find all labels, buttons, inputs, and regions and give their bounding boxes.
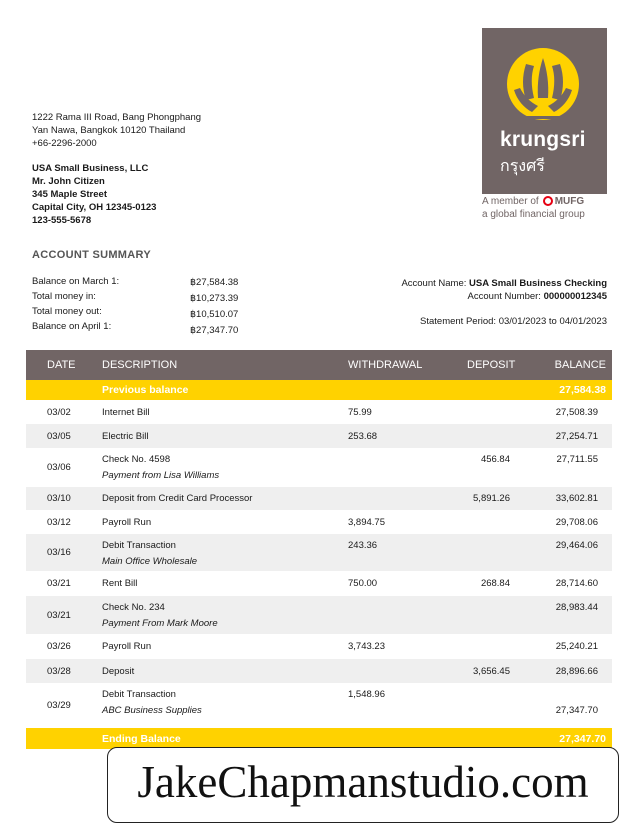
cell-description: Payroll Run bbox=[102, 517, 152, 528]
statement-period-value: 03/01/2023 to 04/01/2023 bbox=[498, 316, 607, 327]
watermark-box bbox=[107, 747, 619, 823]
summary-value: ฿27,584.38 bbox=[190, 277, 239, 288]
cell-description: Rent Bill bbox=[102, 578, 138, 589]
bank-address-line: 1222 Rama III Road, Bang Phongphang bbox=[32, 112, 202, 123]
brand-thai-name: กรุงศรี bbox=[500, 158, 545, 175]
cell-description: Check No. 4598 bbox=[102, 454, 171, 465]
cell-withdrawal: 3,743.23 bbox=[348, 641, 385, 652]
customer-city: Capital City, OH 12345-0123 bbox=[32, 202, 157, 213]
cell-balance: 28,896.66 bbox=[555, 666, 598, 677]
cell-date: 03/28 bbox=[47, 666, 71, 677]
cell-balance: 28,983.44 bbox=[555, 602, 598, 613]
cell-deposit: 3,656.45 bbox=[473, 666, 510, 677]
watermark-text: JakeChapmanstudio.com bbox=[137, 757, 589, 807]
previous-balance-row bbox=[26, 380, 612, 400]
account-number-label: Account Number: bbox=[467, 291, 541, 302]
cell-description: Debit Transaction bbox=[102, 540, 176, 551]
cell-date: 03/05 bbox=[47, 431, 71, 442]
header-description: DESCRIPTION bbox=[102, 359, 178, 371]
table-row bbox=[26, 424, 612, 448]
customer-name: Mr. John Citizen bbox=[32, 176, 105, 187]
table-row bbox=[26, 596, 612, 634]
statement-period-label: Statement Period: bbox=[420, 316, 497, 327]
customer-address bbox=[32, 162, 156, 227]
cell-date: 03/06 bbox=[47, 462, 71, 473]
cell-balance: 27,711.55 bbox=[556, 454, 598, 465]
account-number bbox=[468, 291, 607, 302]
table-row bbox=[26, 534, 612, 571]
summary-label: Total money in: bbox=[32, 291, 96, 302]
header-withdrawal: WITHDRAWAL bbox=[348, 359, 423, 371]
statement-period bbox=[420, 316, 607, 327]
customer-street: 345 Maple Street bbox=[32, 189, 107, 200]
cell-balance: 29,464.06 bbox=[555, 540, 598, 551]
mufg-logo-icon bbox=[543, 196, 553, 206]
cell-withdrawal: 75.99 bbox=[348, 407, 372, 418]
bank-phone: +66-2296-2000 bbox=[32, 138, 97, 149]
customer-company: USA Small Business, LLC bbox=[32, 163, 149, 174]
cell-description: Electric Bill bbox=[102, 431, 149, 442]
ending-balance-value: 27,347.70 bbox=[559, 733, 606, 745]
account-name bbox=[401, 278, 607, 289]
cell-description: Internet Bill bbox=[102, 407, 150, 418]
cell-description-detail: Payment from Lisa Williams bbox=[102, 470, 220, 481]
cell-balance: 27,347.70 bbox=[555, 705, 598, 716]
cell-deposit: 456.84 bbox=[480, 454, 510, 465]
summary-label: Balance on March 1: bbox=[32, 276, 120, 287]
table-body bbox=[26, 400, 612, 728]
cell-date: 03/12 bbox=[47, 517, 71, 528]
table-row bbox=[26, 683, 612, 728]
summary-label: Total money out: bbox=[32, 306, 102, 317]
cell-balance: 28,714.60 bbox=[555, 578, 598, 589]
cell-withdrawal: 1,548.96 bbox=[348, 689, 385, 700]
cell-deposit: 268.84 bbox=[480, 578, 510, 589]
cell-date: 03/16 bbox=[47, 547, 71, 558]
table-row bbox=[26, 487, 612, 510]
summary-value: ฿27,347.70 bbox=[190, 325, 239, 336]
cell-description: Deposit from Credit Card Processor bbox=[102, 493, 253, 504]
member-line bbox=[482, 196, 584, 207]
customer-phone: 123-555-5678 bbox=[32, 215, 92, 226]
cell-date: 03/21 bbox=[47, 610, 71, 621]
ending-balance-row bbox=[26, 728, 612, 749]
ending-balance-label: Ending Balance bbox=[102, 733, 181, 745]
bank-address bbox=[32, 111, 201, 150]
account-summary-title: ACCOUNT SUMMARY bbox=[32, 249, 151, 261]
bank-address-line: Yan Nawa, Bangkok 10120 Thailand bbox=[32, 125, 186, 136]
previous-balance-value: 27,584.38 bbox=[559, 384, 606, 396]
summary-value: ฿10,510.07 bbox=[190, 309, 239, 320]
cell-deposit: 5,891.26 bbox=[473, 493, 510, 504]
cell-description: Check No. 234 bbox=[102, 602, 165, 613]
cell-description: Deposit bbox=[102, 666, 135, 677]
cell-date: 03/29 bbox=[47, 700, 71, 711]
brand-name: krungsri bbox=[500, 128, 586, 151]
cell-withdrawal: 243.36 bbox=[348, 540, 378, 551]
cell-balance: 27,508.39 bbox=[555, 407, 598, 418]
cell-date: 03/10 bbox=[47, 493, 71, 504]
cell-date: 03/21 bbox=[47, 578, 71, 589]
tagline: a global financial group bbox=[482, 209, 585, 220]
cell-withdrawal: 3,894.75 bbox=[348, 517, 385, 528]
mufg-brand: MUFG bbox=[554, 196, 585, 207]
table-row bbox=[26, 659, 612, 683]
table-row bbox=[26, 448, 612, 487]
table-row bbox=[26, 510, 612, 534]
summary-value: ฿10,273.39 bbox=[190, 293, 239, 304]
cell-withdrawal: 253.68 bbox=[348, 431, 378, 442]
cell-balance: 29,708.06 bbox=[555, 517, 598, 528]
table-header bbox=[26, 350, 612, 380]
account-name-value: USA Small Business Checking bbox=[469, 278, 607, 289]
header-date: DATE bbox=[47, 359, 76, 371]
cell-description-detail: ABC Business Supplies bbox=[102, 705, 202, 716]
cell-date: 03/26 bbox=[47, 641, 71, 652]
cell-balance: 33,602.81 bbox=[555, 493, 598, 504]
table-row bbox=[26, 634, 612, 659]
cell-description-detail: Main Office Wholesale bbox=[102, 556, 198, 567]
summary-label: Balance on April 1: bbox=[32, 321, 112, 332]
table-row bbox=[26, 400, 612, 424]
account-name-label: Account Name: bbox=[401, 278, 467, 289]
account-number-value: 000000012345 bbox=[543, 291, 607, 302]
member-prefix: A member of bbox=[482, 196, 539, 207]
cell-balance: 25,240.21 bbox=[555, 641, 598, 652]
cell-withdrawal: 750.00 bbox=[348, 578, 378, 589]
cell-description-detail: Payment From Mark Moore bbox=[102, 618, 218, 629]
previous-balance-label: Previous balance bbox=[102, 384, 189, 396]
cell-date: 03/02 bbox=[47, 407, 71, 418]
cell-balance: 27,254.71 bbox=[555, 431, 598, 442]
header-balance: BALANCE bbox=[554, 359, 606, 371]
cell-description: Payroll Run bbox=[102, 641, 152, 652]
table-row bbox=[26, 571, 612, 596]
cell-description: Debit Transaction bbox=[102, 689, 176, 700]
transactions-table bbox=[26, 350, 612, 749]
header-deposit: DEPOSIT bbox=[467, 359, 516, 371]
